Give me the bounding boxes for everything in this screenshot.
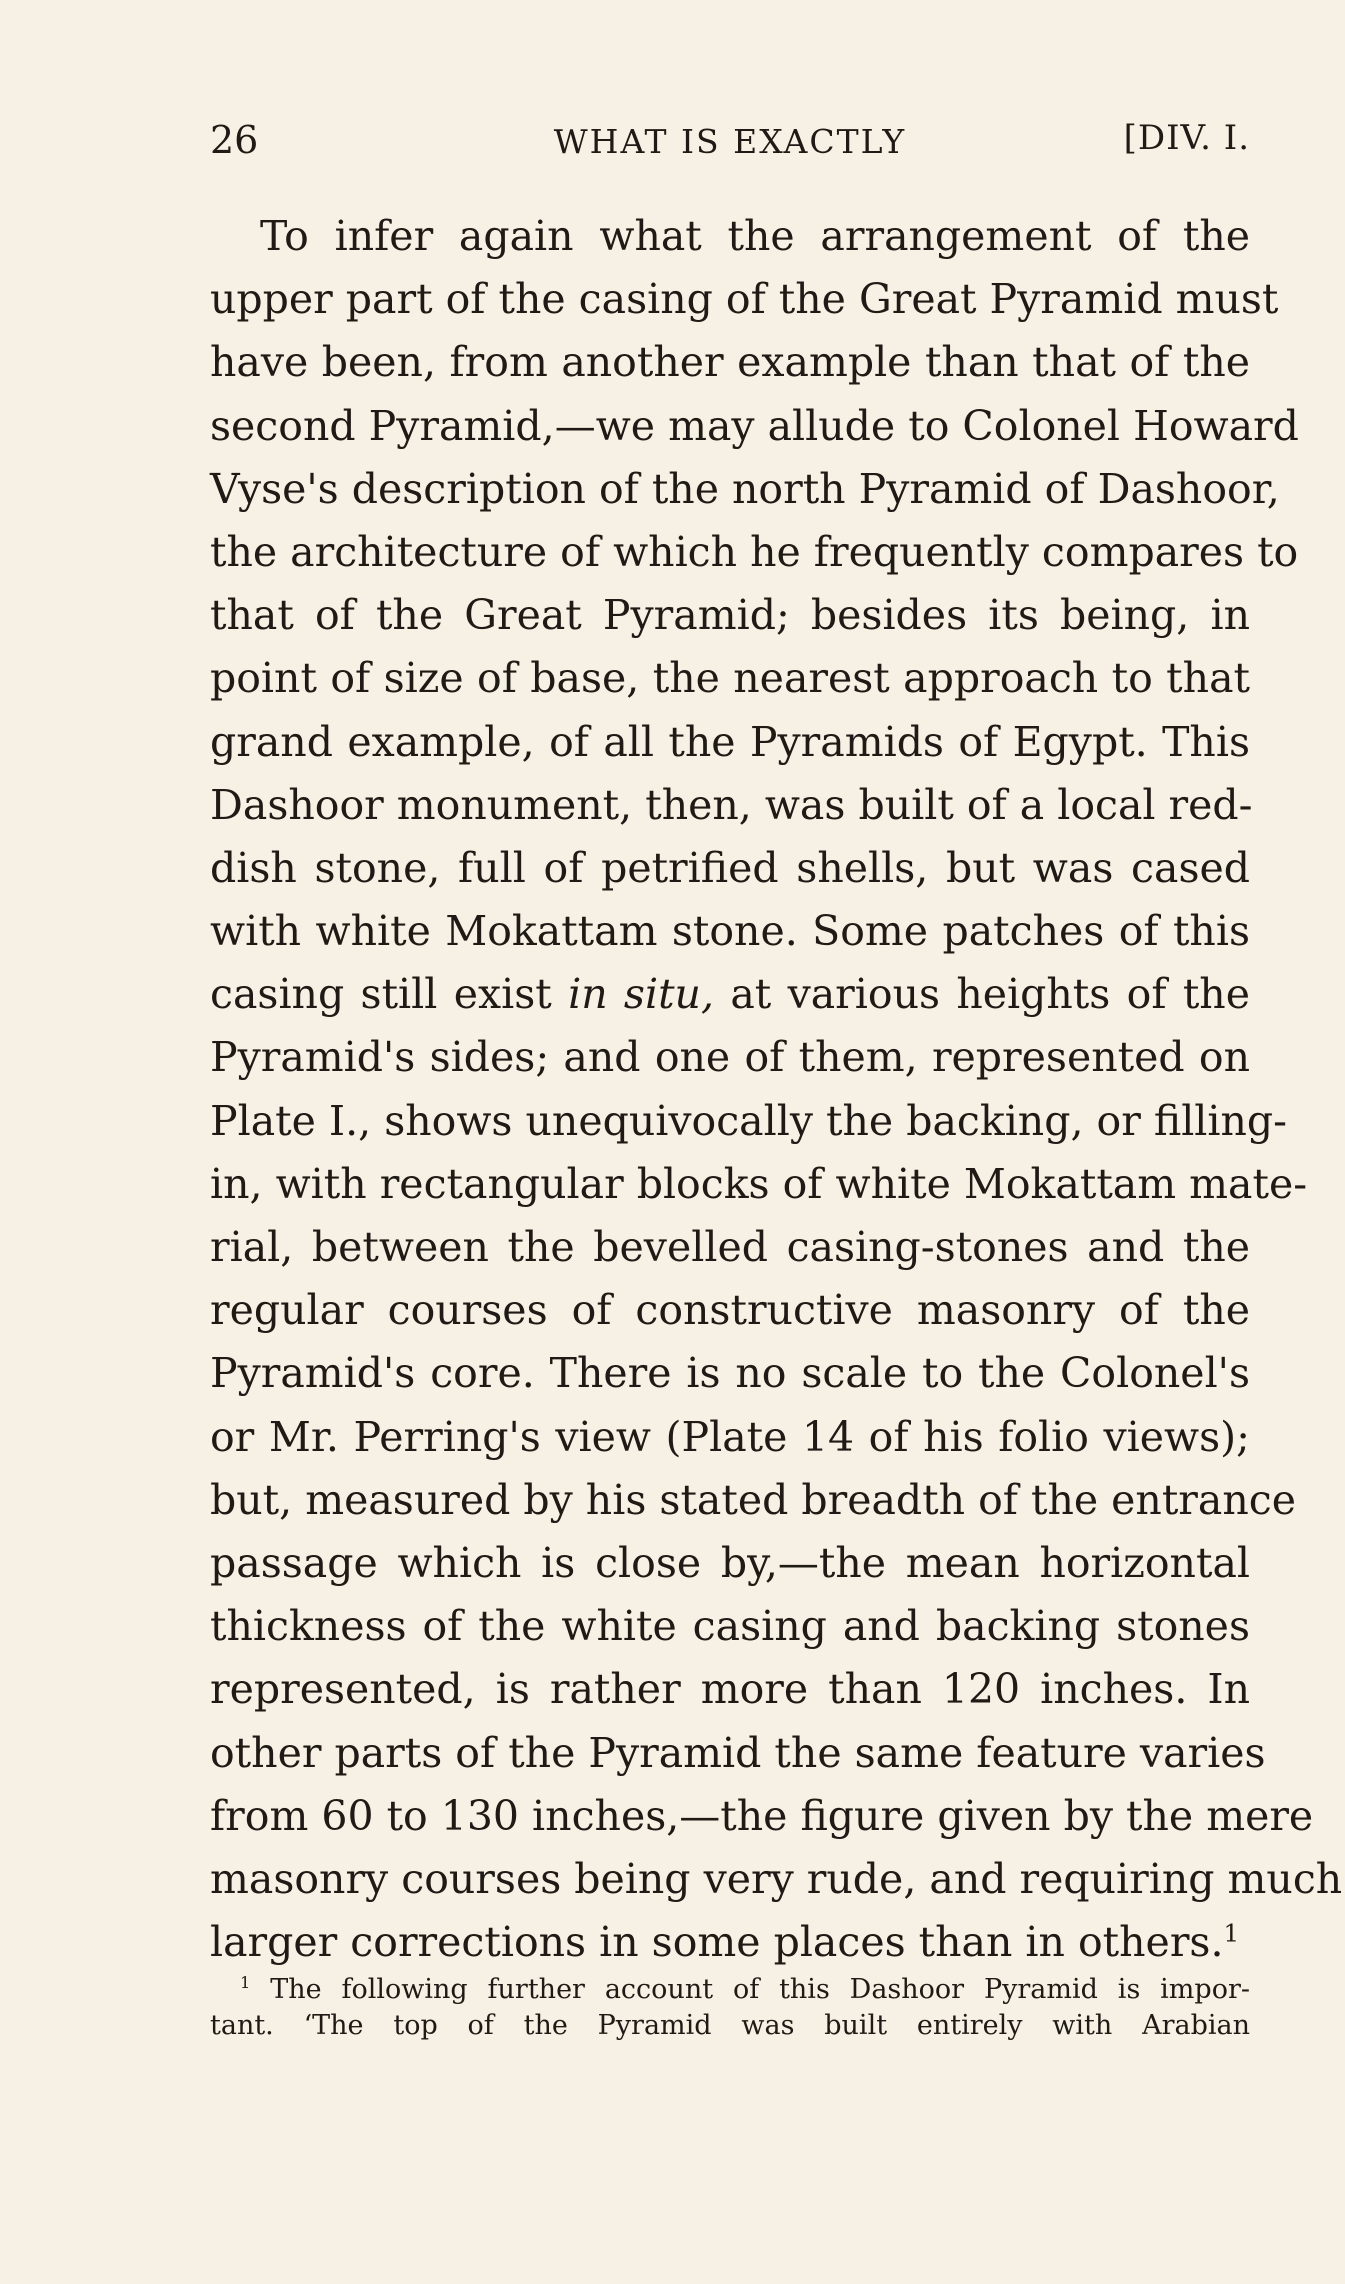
text-line-last <box>210 1911 1250 1974</box>
footnote-line: tant. ‘The top of the Pyramid was built entirely with Arabian <box>210 2010 1250 2041</box>
text-line: grand example, of all the Pyramids of Egypt. This <box>210 717 1250 766</box>
footnote <box>210 1972 1250 2044</box>
text-line: second Pyramid,—we may allude to Colonel Howard <box>210 401 1299 450</box>
text-line: rial, between the bevelled casing-stones and the <box>210 1223 1250 1271</box>
page-header <box>210 118 1250 178</box>
text-line: represented, is rather more than 120 inches. In <box>210 1665 1250 1714</box>
footnote-reference[interactable]: 1 <box>1223 1918 1240 1948</box>
text-line-composite <box>210 963 1250 1026</box>
running-title: WHAT IS EXACTLY <box>553 122 907 161</box>
text-line: other parts of the Pyramid the same feature varies <box>210 1728 1266 1777</box>
text-line: from 60 to 130 inches,—the figure given by the mere <box>210 1791 1314 1840</box>
text-line: the architecture of which he frequently compares to <box>210 527 1299 576</box>
text-line: in, with rectangular blocks of white Mokattam mate- <box>210 1159 1308 1208</box>
text-line: regular courses of constructive masonry of the <box>210 1286 1250 1335</box>
body-paragraph <box>210 205 1343 1974</box>
division-label: [DIV. I. <box>1123 118 1250 158</box>
text-line: upper part of the casing of the Great Pyramid must <box>210 275 1279 324</box>
text-segment: casing still exist <box>210 970 552 1019</box>
text-line: that of the Great Pyramid; besides its being, in <box>210 591 1250 640</box>
italic-phrase: in situ, <box>568 970 714 1019</box>
text-line: dish stone, full of petrified shells, but was cased <box>210 843 1250 892</box>
text-line: masonry courses being very rude, and requiring much <box>210 1854 1343 1903</box>
text-segment: larger corrections in some places than in others. <box>210 1918 1224 1967</box>
text-line: but, measured by his stated breadth of the entrance <box>210 1475 1296 1524</box>
text-line: with white Mokattam stone. Some patches of this <box>210 907 1250 956</box>
footnote-marker: 1 <box>240 1973 251 1992</box>
text-line: have been, from another example than that of the <box>210 338 1250 387</box>
text-line: Pyramid's sides; and one of them, represented on <box>210 1033 1250 1082</box>
text-line: passage which is close by,—the mean horizontal <box>210 1538 1250 1587</box>
page-number: 26 <box>210 118 259 162</box>
text-line: Vyse's description of the north Pyramid of Dashoor, <box>210 464 1280 513</box>
text-line: or Mr. Perring's view (Plate 14 of his folio views); <box>210 1412 1250 1461</box>
text-line: Pyramid's core. There is no scale to the Colonel's <box>210 1349 1250 1398</box>
text-line: To infer again what the arrangement of the <box>260 212 1250 260</box>
text-line: point of size of base, the nearest approach to that <box>210 654 1250 703</box>
footnote-line <box>210 1972 1250 2008</box>
text-line: Plate I., shows unequivocally the backing, or filling- <box>210 1096 1288 1145</box>
footnote-text: The following further account of this Dashoor Pyramid is impor- <box>270 1974 1250 2005</box>
text-segment: at various heights of the <box>730 970 1250 1019</box>
text-line: thickness of the white casing and backing stones <box>210 1602 1250 1651</box>
text-line: Dashoor monument, then, was built of a local red- <box>210 780 1253 829</box>
